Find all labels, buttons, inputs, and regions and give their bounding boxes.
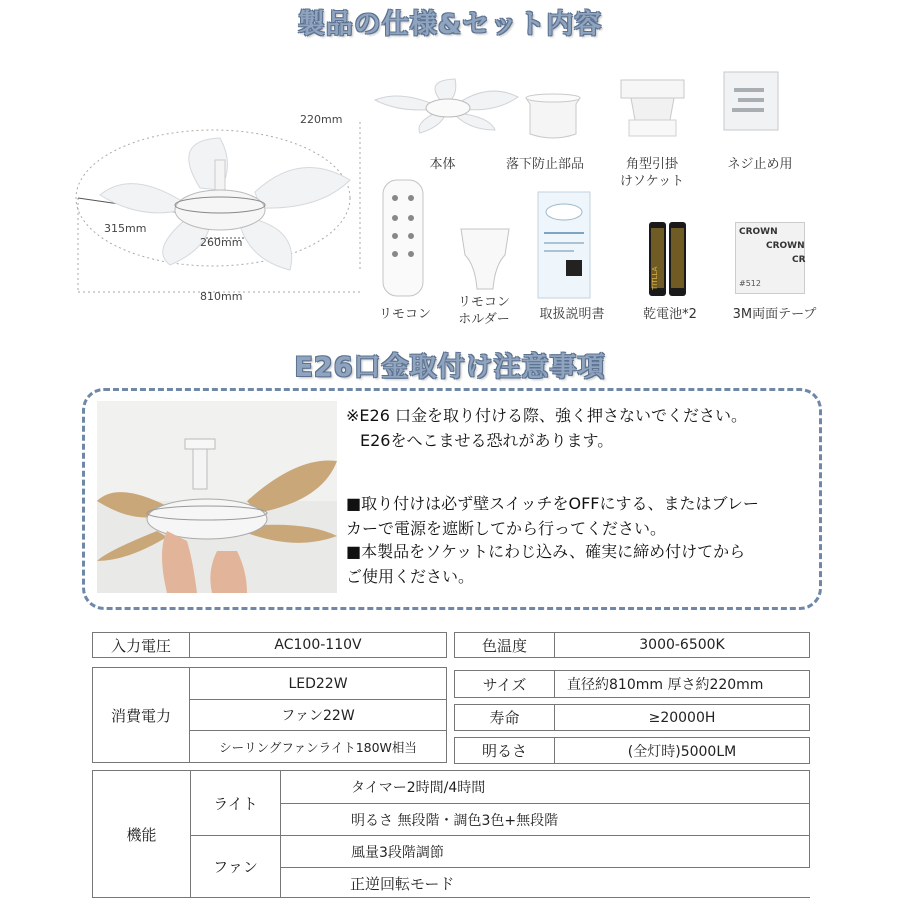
color-temp-value: 3000-6500K <box>554 632 810 658</box>
life-value: ≥20000H <box>554 704 810 731</box>
tape-brand-2: CROWN <box>766 241 805 251</box>
diameter-dimension: 810mm <box>200 290 243 303</box>
light-dimming: 明るさ 無段階・調色3色+無段階 <box>280 803 810 836</box>
notice-heading: E26口金取付け注意事項 <box>294 352 606 383</box>
notice-line: ■本製品をソケットにわじ込み、確実に締め付けてから <box>346 542 746 561</box>
fan-reverse: 正逆回転モード <box>350 875 455 893</box>
height-dimension: 220mm <box>300 113 343 126</box>
size-label: サイズ <box>454 670 555 698</box>
blade-dimension: 315mm <box>104 222 147 235</box>
svg-text:TITLLA: TITLLA <box>651 266 659 290</box>
brightness-label: 明るさ <box>454 737 555 764</box>
notice-line: E26をへこませる恐れがあります。 <box>360 431 614 450</box>
notice-line: ※E26 口金を取り付ける際、強く押さないでください。 <box>346 406 747 425</box>
set-item-label: ホルダー <box>458 312 510 327</box>
life-label: 寿命 <box>454 704 555 731</box>
set-item-label: 本体 <box>429 157 456 172</box>
set-item-label: 落下防止部品 <box>505 157 584 172</box>
manual-image <box>536 190 592 300</box>
table-bottom-border <box>280 897 810 898</box>
brightness-value: (全灯時)5000LM <box>554 737 810 764</box>
set-item-label: リモコン <box>378 307 431 322</box>
tape-image <box>735 222 805 294</box>
set-item-label: リモコン <box>457 295 510 310</box>
battery-image <box>645 218 690 300</box>
fall-prevention-image <box>522 90 584 142</box>
tape-brand: CROWN <box>739 227 778 237</box>
light-timer: タイマー2時間/4時間 <box>280 770 810 804</box>
notice-line: ご使用ください。 <box>346 567 475 586</box>
power-led-value: LED22W <box>189 667 447 700</box>
input-voltage-value: AC100-110V <box>189 632 447 658</box>
set-item-label: 角型引掛 <box>625 157 678 172</box>
power-fan-value: ファン22W <box>189 699 447 731</box>
input-voltage-label: 入力電圧 <box>92 632 190 658</box>
color-temp-label: 色温度 <box>454 632 555 658</box>
light-label: ライト <box>190 770 281 836</box>
power-label: 消費電力 <box>92 667 190 763</box>
power-equiv-value: シーリングファンライト180W相当 <box>189 730 447 763</box>
screws-image <box>722 70 780 132</box>
set-item-label: 取扱説明書 <box>539 307 605 322</box>
socket-image <box>615 78 690 140</box>
set-item-label: けソケット <box>619 174 685 189</box>
set-item-label: ネジ止め用 <box>727 157 793 172</box>
remote-image <box>380 178 426 298</box>
installation-photo <box>97 401 337 593</box>
set-item-label: 乾電池*2 <box>643 307 697 322</box>
set-item-label: 3M両面テープ <box>732 307 817 322</box>
notice-line: カーで電源を遮断してから行ってください。 <box>346 519 667 538</box>
tape-code: CR <box>792 255 806 265</box>
tape-number: #512 <box>739 279 761 288</box>
size-value: 直径約810mm 厚さ約220mm <box>554 670 810 698</box>
fan-body-image <box>370 75 520 135</box>
body-dimension: 260mm <box>200 236 243 249</box>
fan-dimension-diagram <box>70 110 370 310</box>
fan-speed: 風量3段階調節 <box>280 835 810 868</box>
holder-image <box>455 225 515 293</box>
notice-line: ■取り付けは必ず壁スイッチをOFFにする、またはブレー <box>346 494 759 513</box>
specs-heading: 製品の仕様&セット内容 <box>297 9 603 40</box>
fan-label: ファン <box>190 835 281 898</box>
function-label: 機能 <box>92 770 191 898</box>
